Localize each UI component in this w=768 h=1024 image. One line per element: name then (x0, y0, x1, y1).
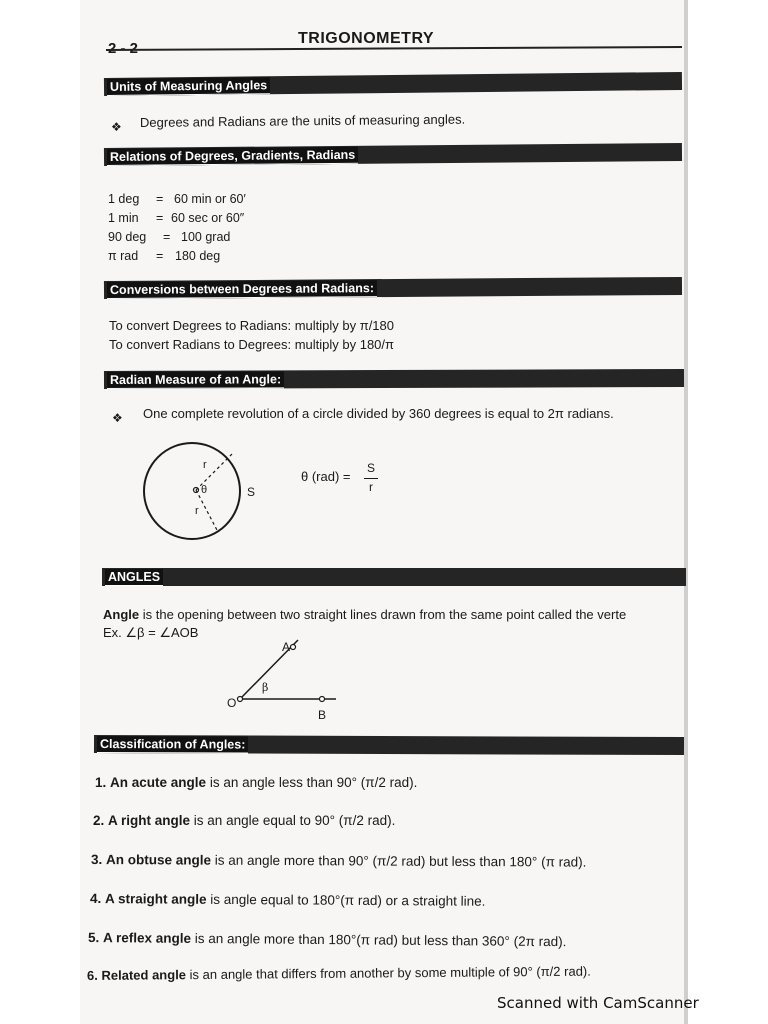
item-text: is an angle less than 90° (π/2 rad). (206, 775, 418, 790)
section-bar-classification (94, 735, 684, 755)
item-text: is an angle that differs from another by some multiple of 90° (π/2 rad). (185, 963, 591, 983)
item-term: A reflex angle (102, 930, 192, 946)
item-number: 6. (86, 967, 98, 983)
section-heading-relations: Relations of Degrees, Gradients, Radians (107, 147, 358, 166)
diagram-label-b: B (318, 708, 327, 722)
classification-item-3 (91, 852, 586, 870)
relation-left: 1 min (108, 211, 139, 225)
radian-formula-lhs: θ (rad) = (301, 469, 351, 484)
relation-eq: = (156, 249, 164, 263)
item-text: is angle equal to 180°(π rad) or a straight line. (206, 891, 486, 909)
item-number: 3. (90, 852, 103, 868)
fraction-bar (364, 478, 378, 479)
item-number: 5. (87, 930, 100, 946)
classification-item-2 (93, 813, 395, 828)
diagram-label-theta: θ (201, 484, 208, 496)
relation-left: 1 deg (108, 192, 140, 206)
relation-right: 60 min or 60′ (174, 192, 246, 206)
page-title: TRIGONOMETRY (298, 30, 435, 47)
section-bar-angles (102, 568, 686, 586)
item-term: An acute angle (110, 775, 207, 790)
radian-formula-denominator: r (369, 480, 373, 494)
classification-item-4 (90, 891, 486, 909)
relation-right: 180 deg (175, 249, 221, 263)
section-bar-radian (104, 369, 684, 389)
point-b (320, 697, 325, 702)
relation-eq: = (156, 211, 164, 225)
item-number: 2. (93, 813, 105, 828)
section-heading-units: Units of Measuring Angles (107, 77, 270, 96)
radius-bottom (196, 490, 218, 532)
section-heading-radian: Radian Measure of an Angle: (107, 371, 284, 389)
item-term: A straight angle (104, 891, 207, 907)
item-number: 4. (89, 891, 102, 907)
angle-definition (103, 607, 685, 622)
circle-diagram (140, 440, 260, 550)
section-heading-conversions: Conversions between Degrees and Radians: (107, 280, 377, 299)
item-text: is an angle equal to 90° (π/2 rad). (190, 813, 396, 828)
diagram-label-r-bottom: r (195, 505, 199, 517)
conversion-line-2: To convert Radians to Degrees: multiply by 180/π (109, 337, 394, 352)
diagram-label-r-top: r (203, 459, 207, 471)
section-heading-classification: Classification of Angles: (97, 736, 248, 754)
item-term: An obtuse angle (105, 852, 212, 868)
units-text: Degrees and Radians are the units of measuring angles. (139, 111, 466, 130)
relation-eq: = (163, 230, 171, 244)
angle-definition-rest: is the opening between two straight lines drawn from the same point called the verte (139, 607, 627, 622)
item-text: is an angle more than 180°(π rad) but less than 360° (2π rad). (191, 930, 567, 950)
bullet-icon: ❖ (111, 120, 122, 134)
angle-term: Angle (103, 607, 140, 622)
page-edge (684, 0, 688, 1024)
item-text: is an angle more than 90° (π/2 rad) but less than 180° (π rad). (211, 852, 587, 870)
vertex-o (238, 697, 243, 702)
conversion-line-1: To convert Degrees to Radians: multiply by π/180 (109, 318, 394, 333)
camscanner-watermark: Scanned with CamScanner (497, 994, 699, 1012)
classification-item-1 (95, 775, 417, 790)
angle-example: Ex. ∠β = ∠AOB (103, 625, 199, 640)
diagram-label-a: A (282, 640, 291, 654)
section-heading-angles: ANGLES (105, 569, 163, 586)
radian-formula-numerator: S (366, 461, 375, 475)
bullet-icon: ❖ (112, 411, 123, 425)
relation-left: 90 deg (108, 230, 147, 244)
diagram-label-o: O (227, 696, 237, 710)
radian-text: One complete revolution of a circle divided by 360 degrees is equal to 2π radians. (143, 406, 614, 421)
relation-right: 60 sec or 60″ (171, 211, 245, 225)
relation-eq: = (156, 192, 164, 206)
item-term: Related angle (101, 967, 187, 983)
relation-left: π rad (108, 249, 139, 263)
item-number: 1. (95, 775, 107, 790)
point-a (291, 645, 296, 650)
item-term: A right angle (108, 813, 191, 828)
relation-right: 100 grad (181, 230, 231, 244)
circle-outline (144, 443, 240, 539)
diagram-label-beta: β (262, 681, 269, 694)
diagram-label-s: S (247, 485, 256, 499)
